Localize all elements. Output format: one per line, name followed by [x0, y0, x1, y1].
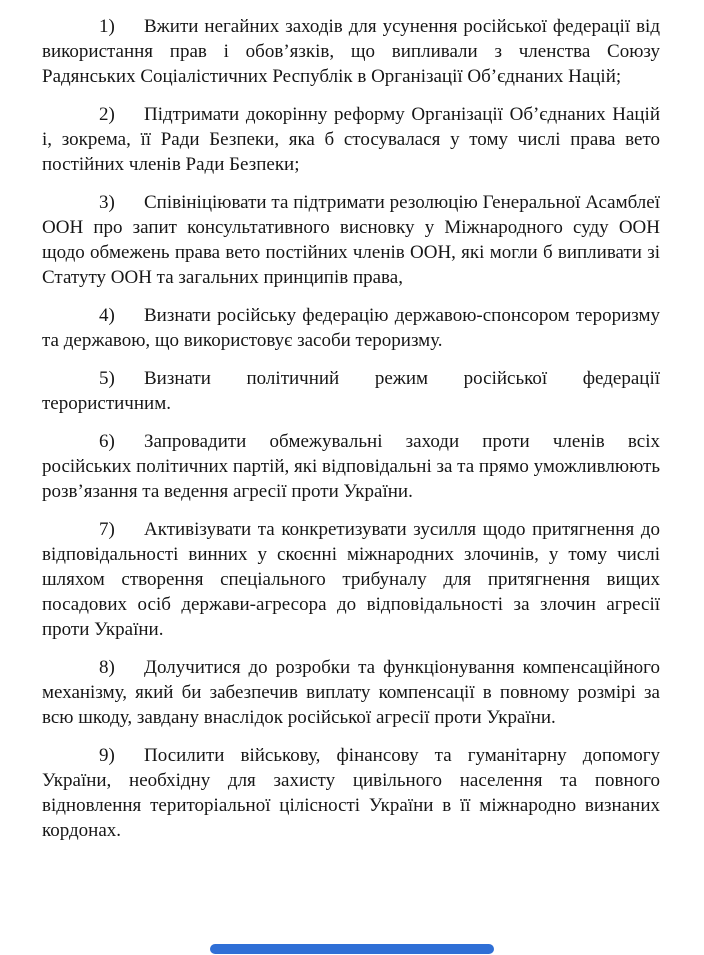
document-paragraph [42, 14, 660, 89]
bottom-progress-bar [210, 944, 494, 954]
document-paragraph [42, 102, 660, 177]
document-paragraph [42, 655, 660, 730]
paragraph-text: Співініціювати та підтримати резолюцію Генеральної Асамблеї ООН про запит консультативного висновку у Міжнародного суду ООН щодо обмежень права вето постійних членів ООН, які могли б випливати зі Статуту ООН та загальних принципів права, [42, 192, 660, 288]
paragraph-text: Активізувати та конкретизувати зусилля щодо притягнення до відповідальності винних у скоєнні міжнародних злочинів, у тому числі шляхом створення спеціального трибуналу для притягнення вищих посадових осіб держави-агресора до відповідальності за злочин агресії проти України. [42, 519, 660, 640]
paragraph-number: 6) [99, 431, 115, 452]
paragraph-number: 5) [99, 368, 115, 389]
paragraph-text: Підтримати докорінну реформу Організації Об’єднаних Націй і, зокрема, її Ради Безпеки, яка б стосувалася у тому числі права вето постійних членів Ради Безпеки; [42, 104, 660, 175]
paragraph-text: Визнати російську федерацію державою-спонсором тероризму та державою, що використовує засоби тероризму. [42, 305, 660, 351]
paragraph-number: 3) [99, 192, 115, 213]
document-body [42, 14, 660, 856]
document-paragraph [42, 429, 660, 504]
paragraph-number: 2) [99, 104, 115, 125]
paragraph-text: Вжити негайних заходів для усунення російської федерації від використання прав і обов’язків, що випливали з членства Союзу Радянських Соціалістичних Республік в Організації Об’єднаних Націй; [42, 16, 660, 87]
paragraph-number: 7) [99, 519, 115, 540]
document-paragraph [42, 743, 660, 843]
paragraph-number: 9) [99, 745, 115, 766]
paragraph-text: Визнати політичний режим російської федерації терористичним. [42, 368, 660, 414]
document-paragraph [42, 366, 660, 416]
paragraph-number: 4) [99, 305, 115, 326]
paragraph-text: Долучитися до розробки та функціонування компенсаційного механізму, який би забезпечив виплату компенсації в повному розмірі за всю шкоду, завдану внаслідок російської агресії проти України. [42, 657, 660, 728]
paragraph-text: Запровадити обмежувальні заходи проти членів всіх російських політичних партій, які відповідальні за та прямо уможливлюють розв’язання та ведення агресії проти України. [42, 431, 660, 502]
paragraph-text: Посилити військову, фінансову та гуманітарну допомогу України, необхідну для захисту цивільного населення та повного відновлення територіальної цілісності України в її міжнародно визнаних кордонах. [42, 745, 660, 841]
paragraph-number: 8) [99, 657, 115, 678]
document-paragraph [42, 517, 660, 642]
paragraph-number: 1) [99, 16, 115, 37]
document-paragraph [42, 190, 660, 290]
document-paragraph [42, 303, 660, 353]
